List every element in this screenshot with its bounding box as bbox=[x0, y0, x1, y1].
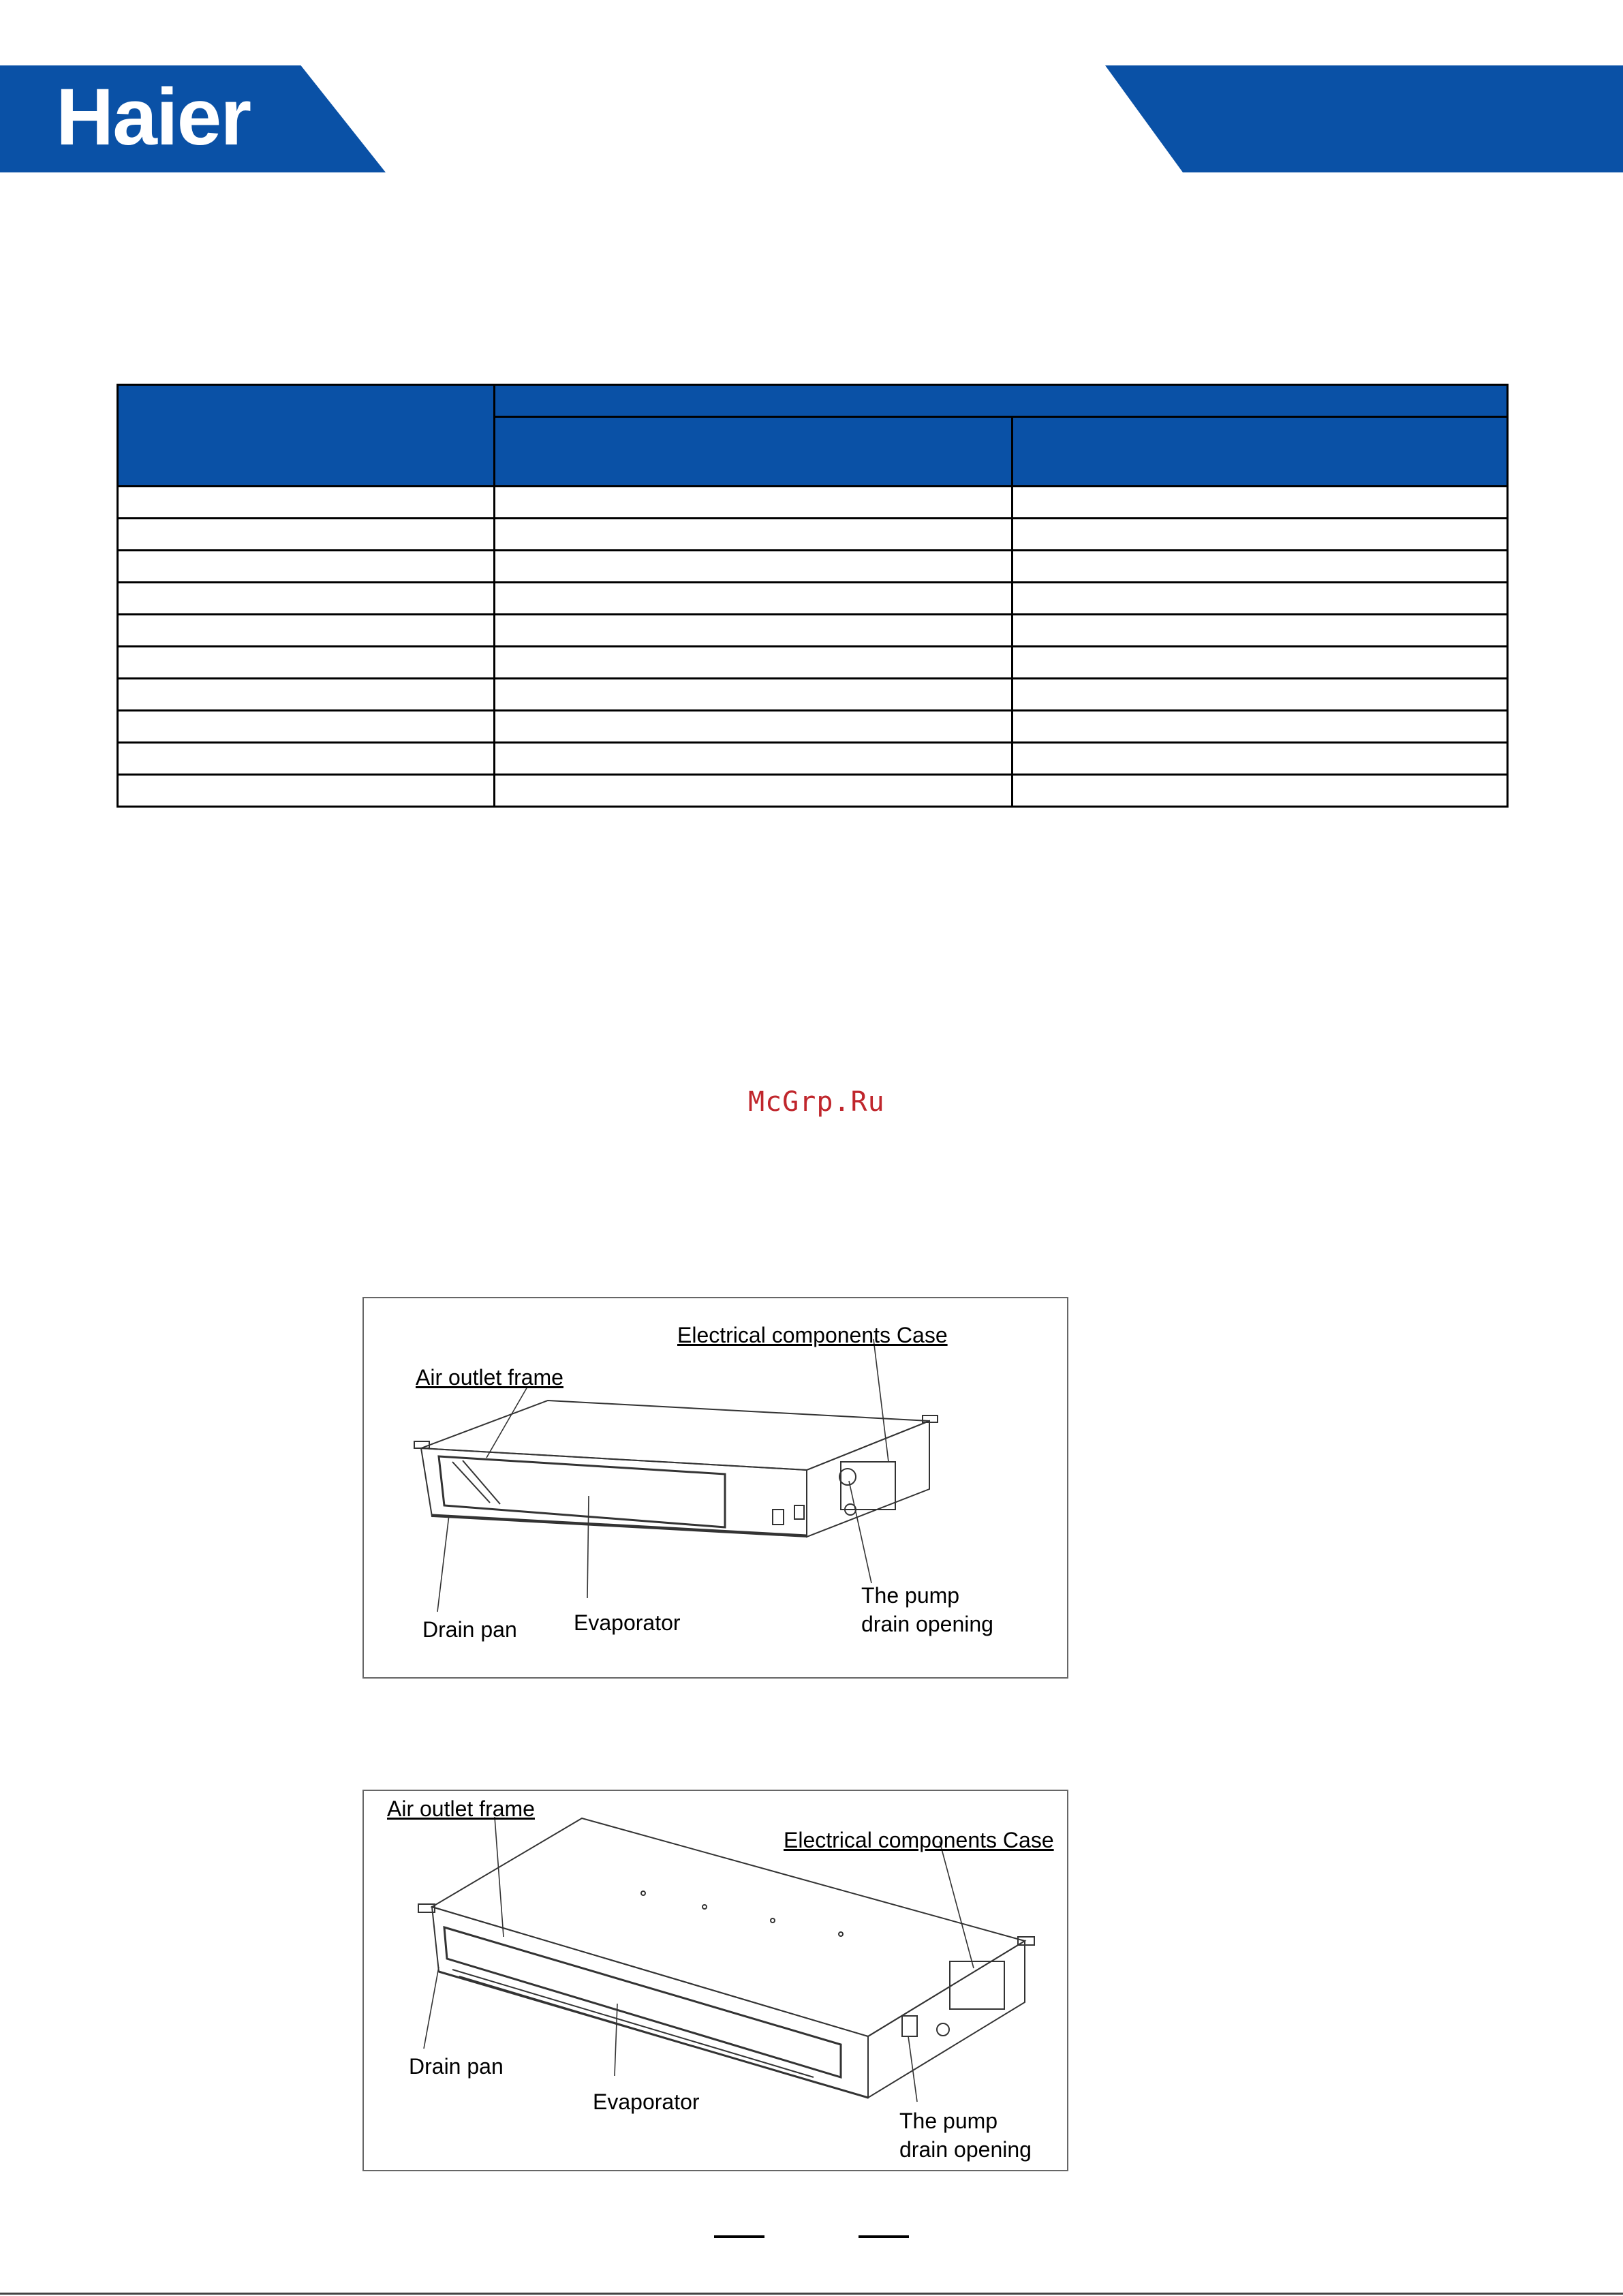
table-row bbox=[118, 679, 1508, 711]
table-row bbox=[118, 583, 1508, 615]
label-evaporator: Evaporator bbox=[593, 2090, 700, 2114]
watermark-text: McGrp.Ru bbox=[748, 1086, 885, 1118]
label-evaporator: Evaporator bbox=[574, 1610, 681, 1635]
label-air-outlet-frame: Air outlet frame bbox=[416, 1365, 563, 1390]
page-number-bar-right bbox=[859, 2235, 909, 2238]
table-row bbox=[118, 615, 1508, 647]
figure-unit-diagram-2 bbox=[362, 1790, 1068, 2171]
table-header-cell bbox=[495, 385, 1508, 417]
table-row bbox=[118, 743, 1508, 775]
table-header-cell bbox=[495, 417, 1013, 487]
table-row bbox=[118, 711, 1508, 743]
label-pump-line2: drain opening bbox=[899, 2137, 1032, 2162]
table-row bbox=[118, 551, 1508, 583]
spec-table bbox=[117, 384, 1509, 808]
label-pump-line2: drain opening bbox=[861, 1612, 993, 1636]
label-electrical-components-case: Electrical components Case bbox=[784, 1828, 1054, 1852]
bottom-divider bbox=[0, 2293, 1623, 2295]
table-row bbox=[118, 487, 1508, 519]
page-number-bar-left bbox=[714, 2235, 764, 2238]
table-row bbox=[118, 647, 1508, 679]
figure-unit-diagram-1 bbox=[362, 1297, 1068, 1679]
table-header-cell bbox=[118, 385, 495, 487]
label-electrical-components-case: Electrical components Case bbox=[677, 1323, 948, 1347]
label-drain-pan: Drain pan bbox=[409, 2054, 504, 2079]
table-row bbox=[118, 519, 1508, 551]
table-row bbox=[118, 775, 1508, 807]
label-pump-line1: The pump bbox=[899, 2109, 998, 2133]
label-pump-line1: The pump bbox=[861, 1583, 960, 1608]
haier-logo: Haier bbox=[56, 72, 251, 162]
table-header-cell bbox=[1013, 417, 1508, 487]
table-header-row bbox=[118, 385, 1508, 417]
label-drain-pan: Drain pan bbox=[422, 1617, 517, 1642]
label-air-outlet-frame: Air outlet frame bbox=[387, 1796, 535, 1821]
header-band-right bbox=[1105, 65, 1623, 172]
